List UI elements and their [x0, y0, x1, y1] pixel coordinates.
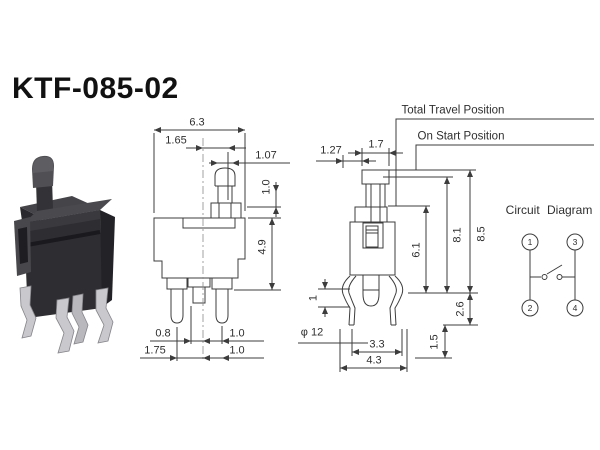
dim-side-start-height: 8.1 [451, 227, 464, 243]
dim-front-offset: 1.65 [165, 134, 187, 147]
dim-side-boss-diameter: φ 12 [300, 326, 324, 339]
dim-front-pin-a: 0.8 [155, 327, 171, 340]
dim-front-width: 6.3 [189, 116, 205, 129]
dim-side-cap-offset: 1.27 [320, 144, 342, 157]
dim-side-inner-width: 3.3 [369, 338, 385, 351]
dim-side-cap-width: 1.7 [368, 138, 384, 151]
dim-side-free-height: 8.5 [475, 226, 488, 242]
circuit-pin-3: 3 [572, 236, 578, 247]
dim-front-pin-b: 1.0 [229, 327, 245, 340]
dim-side-outer-width: 4.3 [366, 354, 382, 367]
dim-side-boss-height: 1 [307, 294, 320, 302]
product-photo [14, 156, 115, 353]
circuit-diagram-title: Circuit Diagram [505, 203, 593, 217]
label-total-travel-position: Total Travel Position [401, 104, 505, 117]
dim-front-pin-c: 1.75 [144, 344, 166, 357]
dim-side-clip-depth: 2.6 [454, 301, 467, 317]
dim-front-body-height: 4.9 [256, 239, 269, 255]
side-view [298, 119, 594, 372]
dim-side-tip-depth: 1.5 [428, 334, 441, 350]
circuit-pin-2: 2 [527, 302, 533, 313]
dim-side-travel-height: 6.1 [410, 242, 423, 258]
dim-front-stem-width: 1.07 [255, 149, 277, 162]
dim-front-stem-height: 1.0 [260, 179, 273, 195]
dim-front-pin-d: 1.0 [229, 344, 245, 357]
part-number-title: KTF-085-02 [12, 72, 179, 105]
label-on-start-position: On Start Position [417, 130, 505, 143]
circuit-pin-1: 1 [527, 236, 533, 247]
circuit-pin-4: 4 [572, 302, 578, 313]
